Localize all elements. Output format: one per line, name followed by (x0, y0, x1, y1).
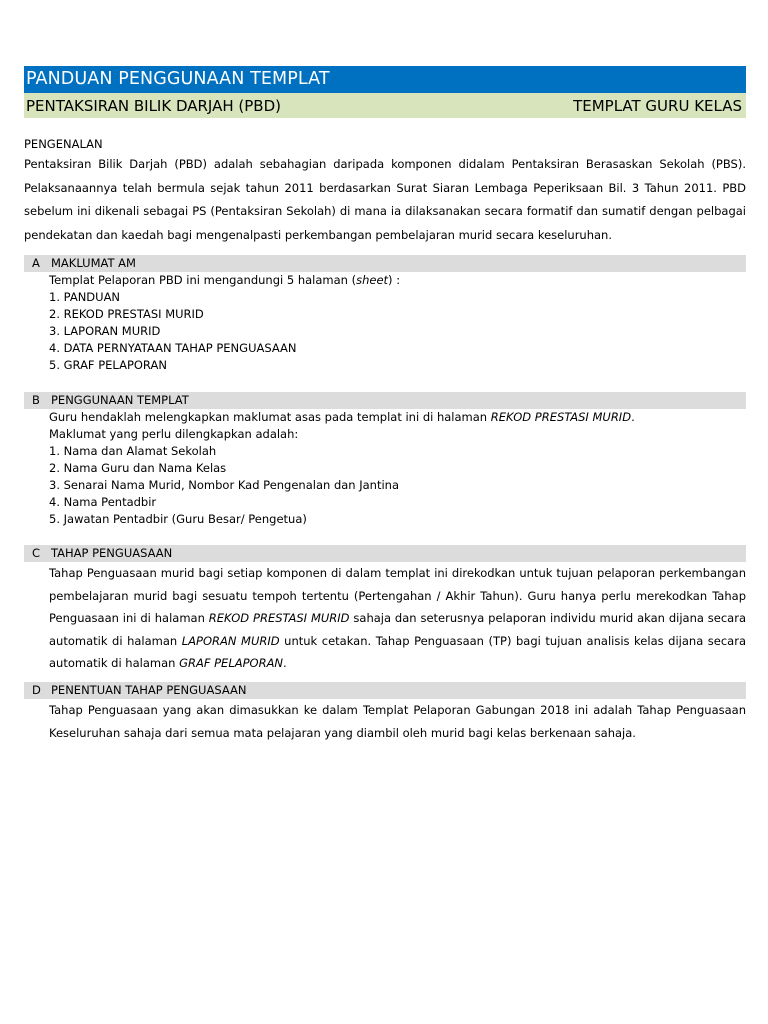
section-b-title: PENGGUNAAN TEMPLAT (51, 393, 189, 407)
section-b-line1-italic: REKOD PRESTASI MURID (490, 410, 632, 424)
intro-section (24, 137, 746, 247)
list-item: 1. PANDUAN (49, 290, 121, 304)
section-b-body (24, 409, 746, 528)
section-a (24, 255, 746, 374)
intro-heading: PENGENALAN (24, 137, 103, 151)
section-b-letter: B (32, 393, 40, 407)
section-b-line-2: Maklumat yang perlu dilengkapkan adalah: (49, 427, 299, 441)
section-a-body (24, 272, 746, 374)
section-b-line1-post: . (631, 410, 635, 424)
section-a-line-italic: sheet (356, 273, 389, 287)
section-d-body (24, 699, 746, 744)
list-item: 3. LAPORAN MURID (49, 324, 161, 338)
list-item: 1. Nama dan Alamat Sekolah (49, 444, 217, 458)
list-item: 4. DATA PERNYATAAN TAHAP PENGUASAAN (49, 341, 297, 355)
document-title: PANDUAN PENGGUNAAN TEMPLAT (24, 66, 746, 93)
section-d-text: Tahap Penguasaan yang akan dimasukkan ke dalam Templat Pelaporan Gabungan 2018 ini adalah Tahap Penguasaan Keseluruhan sahaja dari semua mata pelajaran yang diambil oleh murid bagi kelas berkenaan sahaja. (49, 703, 746, 740)
section-c-letter: C (32, 546, 41, 560)
document-page (24, 66, 747, 740)
list-item: 3. Senarai Nama Murid, Nombor Kad Pengenalan dan Jantina (49, 478, 400, 492)
section-c-italic-3: GRAF PELAPORAN (179, 656, 284, 670)
section-a-title: MAKLUMAT AM (51, 256, 136, 270)
subtitle-right: TEMPLAT GURU KELAS (573, 97, 742, 115)
list-item: 4. Nama Pentadbir (49, 495, 157, 509)
section-d-title: PENENTUAN TAHAP PENGUASAAN (51, 683, 247, 697)
section-c-italic-2: LAPORAN MURID (181, 633, 280, 648)
list-item: 5. GRAF PELAPORAN (49, 358, 167, 372)
section-a-line-pre: Templat Pelaporan PBD ini mengandungi 5 halaman ( (49, 273, 357, 287)
section-c-text-1: Tahap Penguasaan murid bagi setiap komponen di dalam templat ini direkodkan untuk tujuan pelaporan perkembangan pembelajaran murid bagi sesuatu tempoh tertentu (Pertengahan / Akhir Tahun). Guru hanya perlu merekodkan Tahap Penguasaan ini di halaman (49, 566, 746, 625)
section-b-line-1 (49, 409, 746, 426)
section-a-letter: A (32, 256, 40, 270)
section-c-title: TAHAP PENGUASAAN (51, 546, 173, 560)
section-c-text-4: . (283, 656, 287, 670)
section-a-intro-line (49, 272, 746, 289)
section-d-header (24, 682, 746, 699)
subtitle-left: PENTAKSIRAN BILIK DARJAH (PBD) (26, 97, 281, 115)
section-c-text-3: untuk cetakan. Tahap Penguasaan (TP) bagi tujuan analisis kelas dijana secara automatik di halaman (49, 633, 747, 670)
section-b (24, 392, 746, 528)
section-a-line-post: ) : (388, 273, 401, 287)
subtitle-bar (24, 93, 746, 118)
section-d-letter: D (32, 683, 41, 697)
section-c-italic-1: REKOD PRESTASI MURID (208, 611, 350, 625)
section-c-text (49, 562, 746, 675)
list-item: 2. Nama Guru dan Nama Kelas (49, 461, 227, 475)
section-c-header (24, 545, 746, 562)
section-c-body (24, 562, 746, 675)
section-c-text-2: sahaja dan seterusnya pelaporan individu murid akan dijana secara automatik di halaman (49, 611, 747, 648)
intro-text: Pentaksiran Bilik Darjah (PBD) adalah sebahagian daripada komponen didalam Pentaksiran Berasaskan Sekolah (PBS). Pelaksanaannya telah bermula sejak tahun 2011 berdasarkan Surat Siaran Lembaga Peperiksaan Bil. 3 Tahun 2011. PBD sebelum ini dikenali sebagai PS (Pentaksiran Sekolah) di mana ia dilaksanakan secara formatif dan sumatif dengan pelbagai pendekatan dan kaedah bagi mengenalpasti perkembangan pembelajaran murid secara keseluruhan. (24, 157, 746, 242)
section-b-line1-pre: Guru hendaklah melengkapkan maklumat asas pada templat ini di halaman (49, 410, 491, 424)
section-b-header (24, 392, 746, 409)
list-item: 5. Jawatan Pentadbir (Guru Besar/ Pengetua) (49, 512, 307, 526)
section-a-header (24, 255, 746, 272)
list-item: 2. REKOD PRESTASI MURID (49, 307, 204, 321)
section-d (24, 682, 746, 744)
section-c (24, 545, 746, 675)
